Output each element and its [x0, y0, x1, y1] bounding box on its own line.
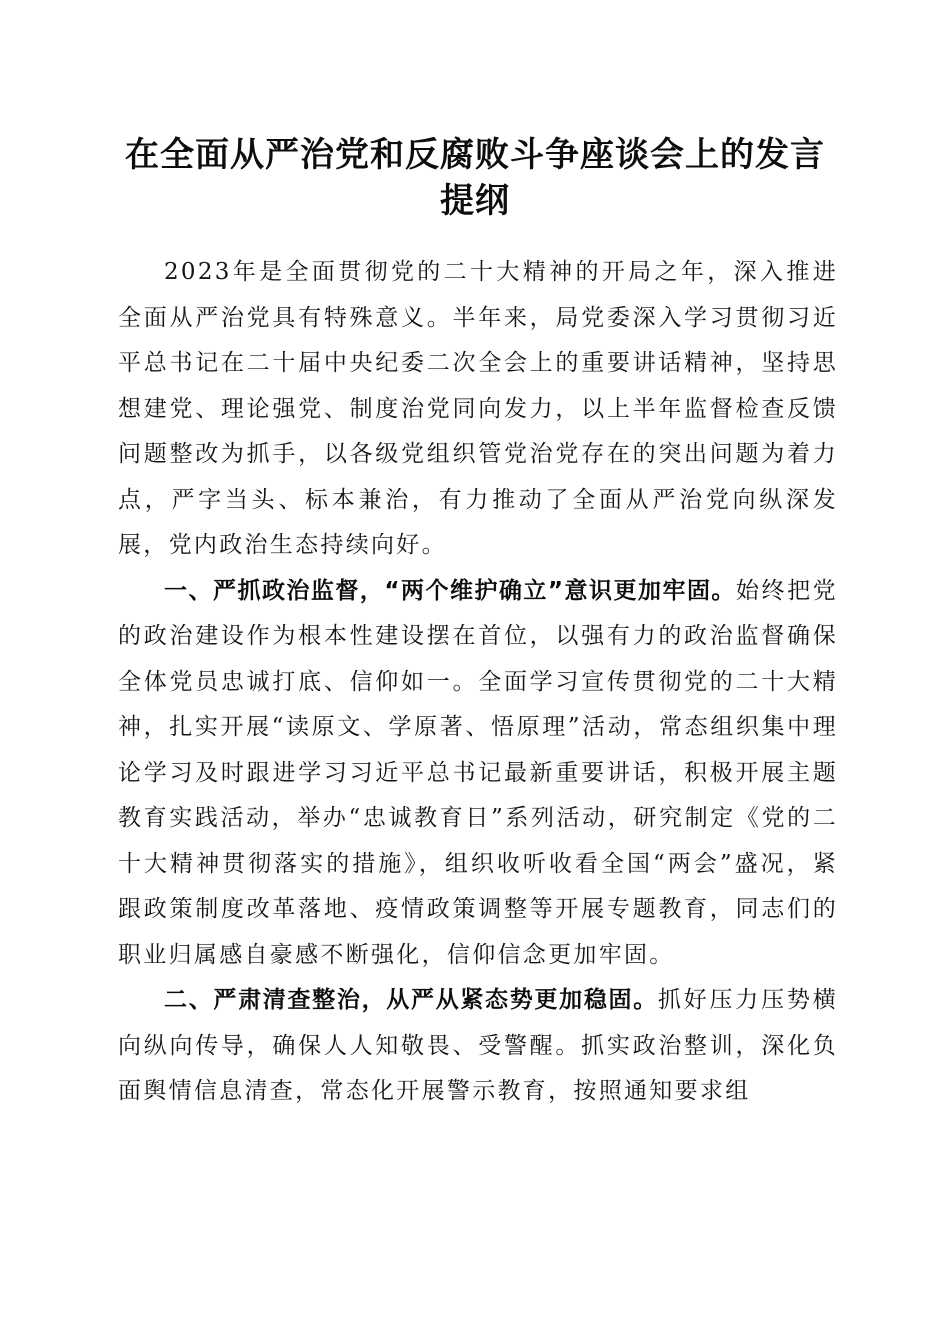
- document-body: [118, 250, 838, 1115]
- section-2-heading: 二、严肃清查整治，从严从紧态势更加稳固。: [164, 987, 658, 1013]
- intro-paragraph: 2023年是全面贯彻党的二十大精神的开局之年，深入推进全面从严治党具有特殊意义。半年来，局党委深入学习贯彻习近平总书记在二十届中央纪委二次全会上的重要讲话精神，坚持思想建党、理论强党、制度治党同向发力，以上半年监督检查反馈问题整改为抓手，以各级党组织管党治党存在的突出问题为着力点，严字当头、标本兼治，有力推动了全面从严治党向纵深发展，党内政治生态持续向好。: [118, 259, 838, 558]
- title-line-2: 提纲: [440, 181, 510, 221]
- section-2-paragraph: [118, 978, 838, 1115]
- section-1-paragraph: [118, 569, 838, 979]
- title-line-1: 在全面从严治党和反腐败斗争座谈会上的发言: [125, 135, 825, 175]
- section-1-heading: 一、严抓政治监督，“两个维护确立”意识更加牢固。: [164, 577, 736, 604]
- document-title: [100, 132, 850, 224]
- section-2-text: 抓好压力压势横向纵向传导，确保人人知敬畏、受警醒。抓实政治整训，深化负面舆情信息清查，常态化开展警示教育，按照通知要求组: [118, 987, 838, 1104]
- section-1-text: 始终把党的政治建设作为根本性建设摆在首位，以强有力的政治监督确保全体党员忠诚打底、信仰如一。全面学习宣传贯彻党的二十大精神，扎实开展“读原文、学原著、悟原理”活动，常态组织集中理论学习及时跟进学习习近平总书记最新重要讲话，积极开展主题教育实践活动，举办“忠诚教育日”系列活动，研究制定《党的二十大精神贯彻落实的措施》，组织收听收看全国“两会”盛况，紧跟政策制度改革落地、疫情政策调整等开展专题教育，同志们的职业归属感自豪感不断强化，信仰信念更加牢固。: [118, 577, 838, 968]
